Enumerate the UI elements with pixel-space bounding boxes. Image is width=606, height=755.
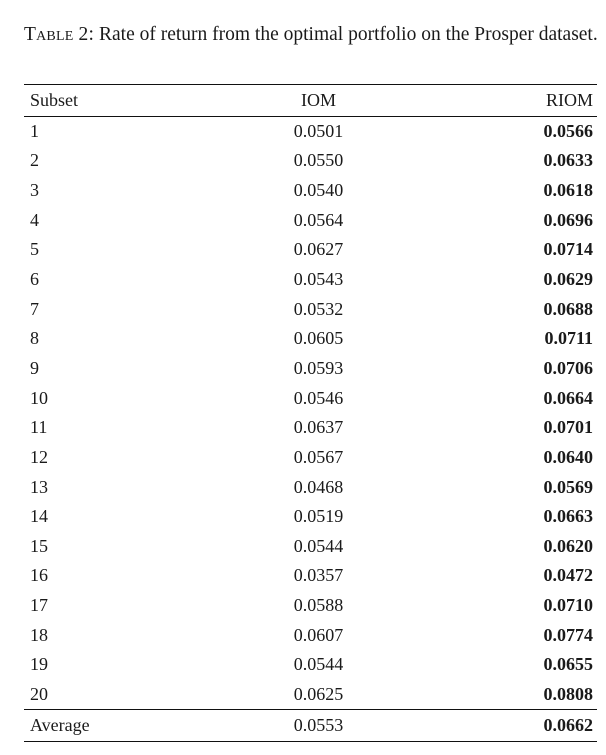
cell-riom: 0.0663 xyxy=(543,506,593,527)
cell-riom: 0.0701 xyxy=(543,417,593,438)
cell-subset: 12 xyxy=(30,446,48,467)
cell-riom: 0.0706 xyxy=(543,357,593,378)
caption-text: Rate of return from the optimal portfolio on the Prosper dataset. xyxy=(94,24,598,45)
table-row xyxy=(24,413,597,443)
table-row xyxy=(24,383,597,413)
table-body xyxy=(24,117,597,710)
cell-iom: 0.0519 xyxy=(293,506,344,527)
cell-iom: 0.0625 xyxy=(293,683,344,704)
table-row xyxy=(24,591,597,621)
cell-subset: 4 xyxy=(30,209,39,230)
cell-riom: 0.0640 xyxy=(543,446,593,467)
cell-iom: 0.0468 xyxy=(293,476,344,497)
cell-iom: 0.0627 xyxy=(293,239,344,260)
cell-subset: 20 xyxy=(30,683,48,704)
cell-subset: 2 xyxy=(30,150,39,171)
table-caption xyxy=(24,22,598,47)
cell-subset: 10 xyxy=(30,387,48,408)
average-row xyxy=(24,709,597,741)
cell-iom: 0.0540 xyxy=(293,180,344,201)
cell-subset: 1 xyxy=(30,121,39,142)
table-row xyxy=(24,531,597,561)
table-row xyxy=(24,265,597,295)
cell-iom: 0.0564 xyxy=(293,209,344,230)
cell-riom: 0.0710 xyxy=(543,595,593,616)
average-label: Average xyxy=(30,714,90,735)
cell-subset: 9 xyxy=(30,357,39,378)
table-row xyxy=(24,680,597,710)
cell-riom: 0.0655 xyxy=(543,654,593,675)
cell-subset: 14 xyxy=(30,506,48,527)
cell-subset: 16 xyxy=(30,565,48,586)
cell-iom: 0.0544 xyxy=(293,535,344,556)
cell-subset: 17 xyxy=(30,595,48,616)
cell-subset: 18 xyxy=(30,624,48,645)
cell-riom: 0.0808 xyxy=(543,683,593,704)
cell-riom: 0.0774 xyxy=(543,624,593,645)
cell-iom: 0.0544 xyxy=(293,654,344,675)
table-row xyxy=(24,146,597,176)
cell-riom: 0.0472 xyxy=(543,565,593,586)
header-row xyxy=(24,85,597,117)
cell-subset: 19 xyxy=(30,654,48,675)
cell-subset: 5 xyxy=(30,239,39,260)
cell-iom: 0.0546 xyxy=(293,387,344,408)
cell-iom: 0.0588 xyxy=(293,595,344,616)
table-row xyxy=(24,443,597,473)
cell-riom: 0.0566 xyxy=(543,121,593,142)
table-row xyxy=(24,502,597,532)
cell-iom: 0.0357 xyxy=(293,565,344,586)
cell-iom: 0.0593 xyxy=(293,357,344,378)
average-riom: 0.0662 xyxy=(543,714,593,735)
table-row xyxy=(24,117,597,147)
cell-iom: 0.0605 xyxy=(293,328,344,349)
table-row xyxy=(24,561,597,591)
cell-iom: 0.0501 xyxy=(293,121,344,142)
table-row xyxy=(24,650,597,680)
table-row xyxy=(24,176,597,206)
cell-riom: 0.0711 xyxy=(544,328,593,349)
cell-iom: 0.0543 xyxy=(293,269,344,290)
cell-iom: 0.0550 xyxy=(293,150,344,171)
cell-riom: 0.0688 xyxy=(543,298,593,319)
cell-subset: 11 xyxy=(30,417,48,438)
table-row xyxy=(24,472,597,502)
header-subset: Subset xyxy=(30,90,79,110)
cell-riom: 0.0696 xyxy=(543,209,593,230)
cell-subset: 3 xyxy=(30,180,39,201)
cell-iom: 0.0637 xyxy=(293,417,344,438)
cell-subset: 6 xyxy=(30,269,39,290)
header-iom: IOM xyxy=(301,90,336,110)
cell-riom: 0.0633 xyxy=(543,150,593,171)
cell-riom: 0.0714 xyxy=(543,239,593,260)
average-iom: 0.0553 xyxy=(293,714,344,735)
cell-subset: 7 xyxy=(30,298,39,319)
table-row xyxy=(24,354,597,384)
table-row xyxy=(24,324,597,354)
table-row xyxy=(24,235,597,265)
cell-riom: 0.0620 xyxy=(543,535,593,556)
cell-subset: 13 xyxy=(30,476,48,497)
cell-riom: 0.0664 xyxy=(543,387,593,408)
cell-riom: 0.0569 xyxy=(543,476,593,497)
cell-riom: 0.0618 xyxy=(543,180,593,201)
cell-riom: 0.0629 xyxy=(543,269,593,290)
results-table xyxy=(24,84,597,742)
cell-iom: 0.0532 xyxy=(293,298,344,319)
table-row xyxy=(24,205,597,235)
cell-subset: 8 xyxy=(30,328,39,349)
table-label: Table 2: xyxy=(24,24,95,45)
table-row xyxy=(24,294,597,324)
table-row xyxy=(24,620,597,650)
cell-iom: 0.0567 xyxy=(293,446,344,467)
header-riom: RIOM xyxy=(545,90,593,110)
cell-iom: 0.0607 xyxy=(293,624,344,645)
cell-subset: 15 xyxy=(30,535,48,556)
